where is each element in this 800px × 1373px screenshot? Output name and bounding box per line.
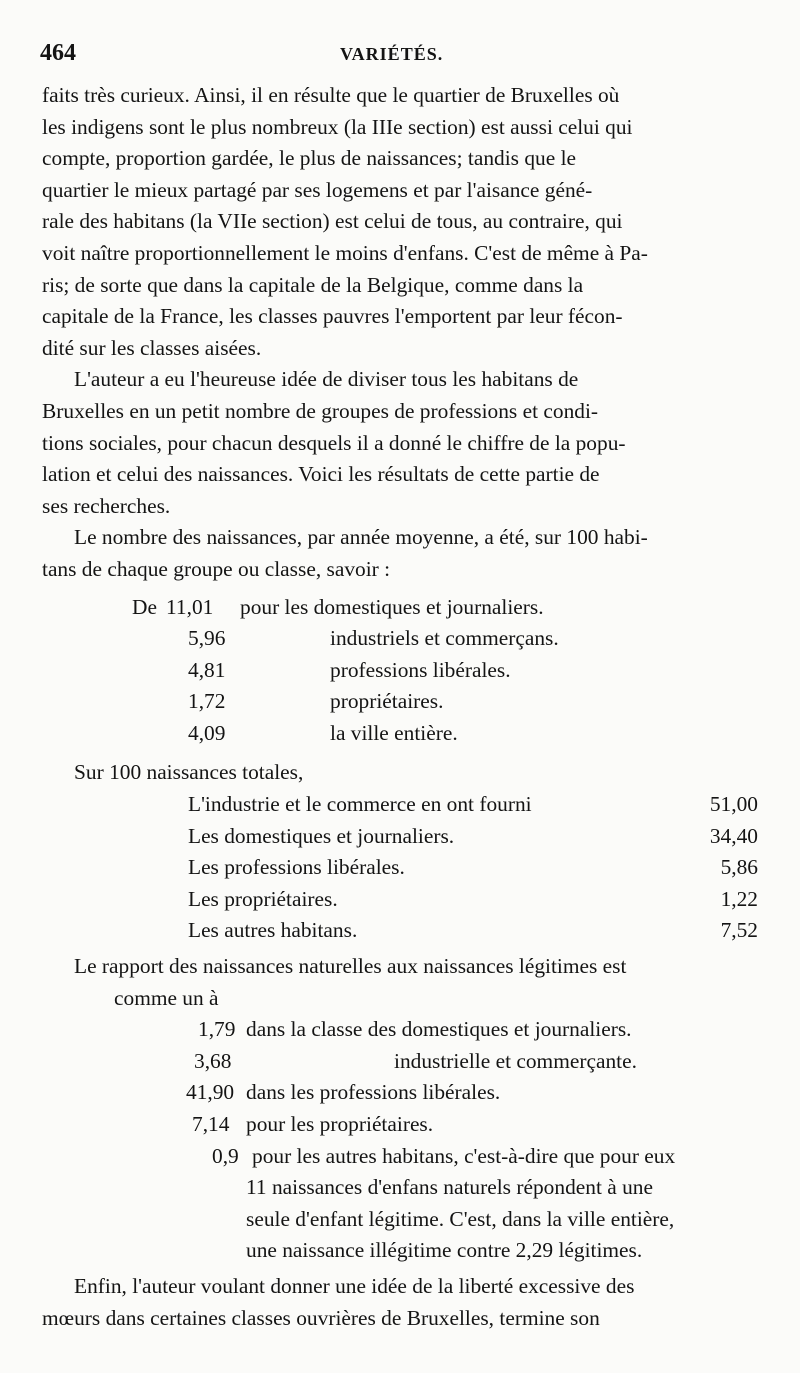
table-row bbox=[42, 718, 758, 750]
paragraph-3 bbox=[42, 522, 758, 585]
table-row bbox=[42, 1014, 758, 1046]
table-row bbox=[42, 821, 758, 853]
row-label: pour les domestiques et journaliers. bbox=[240, 594, 544, 619]
table-row bbox=[42, 1204, 758, 1236]
table-row bbox=[42, 592, 758, 624]
row-value: 0,9 bbox=[212, 1143, 239, 1168]
row-label: Les domestiques et journaliers. bbox=[188, 823, 455, 848]
birth-rate-table bbox=[42, 592, 758, 750]
row-label: L'industrie et le commerce en ont fourni bbox=[188, 792, 532, 817]
table-row bbox=[42, 655, 758, 687]
row-value: 4,09 bbox=[188, 720, 226, 745]
page-body bbox=[42, 80, 758, 1334]
table-row bbox=[42, 623, 758, 655]
row-label: propriétaires. bbox=[330, 689, 444, 714]
text-line: faits très curieux. Ainsi, il en résulte que le quartier de Bruxelles où bbox=[42, 83, 620, 107]
row-value: 1,72 bbox=[188, 689, 226, 714]
text-line: ris; de sorte que dans la capitale de la Belgique, comme dans la bbox=[42, 272, 584, 297]
row-value: 11,01 bbox=[166, 594, 214, 619]
text-line: mœurs dans certaines classes ouvrières de Bruxelles, termine son bbox=[42, 1305, 600, 1330]
row-value: 41,90 bbox=[186, 1080, 235, 1105]
intro-text: Sur 100 naissances totales, bbox=[74, 760, 304, 785]
text-line: rale des habitans (la VIIe section) est celui de tous, au contraire, qui bbox=[42, 209, 623, 234]
page-number: 464 bbox=[40, 40, 76, 66]
text-line: ses recherches. bbox=[42, 493, 171, 518]
row-continuation: 11 naissances d'enfans naturels répondent à une bbox=[246, 1175, 653, 1200]
text-line: voit naître proportionnellement le moins d'enfans. C'est de même à Pa- bbox=[42, 240, 648, 265]
row-label: dans la classe des domestiques et journaliers. bbox=[246, 1017, 632, 1042]
row-value: 7,14 bbox=[192, 1112, 230, 1136]
text-line: Le nombre des naissances, par année moyenne, a été, sur 100 habi- bbox=[74, 525, 648, 550]
paragraph-5 bbox=[42, 1271, 758, 1334]
illegitimacy-table bbox=[42, 1014, 758, 1267]
row-value: 5,96 bbox=[188, 626, 226, 651]
running-title: VARIÉTÉS. bbox=[340, 44, 444, 64]
text-line: Enfin, l'auteur voulant donner une idée de la liberté excessive des bbox=[74, 1273, 635, 1298]
table-row bbox=[42, 852, 758, 884]
text-line: Bruxelles en un petit nombre de groupes de professions et condi- bbox=[42, 398, 599, 423]
row-continuation: une naissance illégitime contre 2,29 légitimes. bbox=[246, 1238, 643, 1263]
row-label: Les autres habitans. bbox=[188, 918, 358, 943]
paragraph-4 bbox=[42, 951, 758, 1014]
page-header bbox=[0, 40, 800, 76]
table-row bbox=[42, 1109, 758, 1141]
row-value: 7,52 bbox=[720, 918, 758, 943]
text-line: L'auteur a eu l'heureuse idée de diviser tous les habitans de bbox=[74, 367, 579, 392]
row-label: industrielle et commerçante. bbox=[394, 1048, 637, 1073]
table-row bbox=[42, 915, 758, 947]
paragraph-2 bbox=[42, 364, 758, 522]
text-line: Le rapport des naissances naturelles aux naissances légitimes est bbox=[74, 954, 627, 979]
row-value: 5,86 bbox=[720, 855, 758, 880]
text-line: quartier le mieux partagé par ses logemens et par l'aisance géné- bbox=[42, 177, 593, 202]
row-label: Les professions libérales. bbox=[188, 855, 405, 880]
row-label: pour les propriétaires. bbox=[246, 1112, 434, 1136]
row-label: pour les autres habitans, c'est-à-dire que pour eux bbox=[252, 1143, 676, 1168]
row-prefix: De bbox=[132, 594, 157, 619]
table-row bbox=[42, 1235, 758, 1267]
table2-intro bbox=[42, 757, 758, 789]
text-line: dité sur les classes aisées. bbox=[42, 335, 262, 360]
text-line: les indigens sont le plus nombreux (la IIIe section) est aussi celui qui bbox=[42, 114, 633, 139]
text-line: capitale de la France, les classes pauvres l'emportent par leur fécon- bbox=[42, 304, 623, 329]
row-label: industriels et commerçans. bbox=[330, 626, 559, 651]
paragraph-1 bbox=[42, 80, 758, 364]
table-row bbox=[42, 789, 758, 821]
row-value: 1,22 bbox=[720, 886, 758, 911]
text-line: lation et celui des naissances. Voici les résultats de cette partie de bbox=[42, 462, 600, 487]
table-row bbox=[42, 1077, 758, 1109]
row-label: Les propriétaires. bbox=[188, 886, 338, 911]
row-value: 34,40 bbox=[709, 823, 758, 848]
row-value: 4,81 bbox=[188, 657, 226, 682]
text-line: compte, proportion gardée, le plus de naissances; tandis que le bbox=[42, 146, 577, 171]
row-value: 1,79 bbox=[198, 1017, 236, 1042]
birth-share-table bbox=[42, 789, 758, 947]
row-label: la ville entière. bbox=[330, 720, 458, 745]
text-line: tans de chaque groupe ou classe, savoir : bbox=[42, 556, 391, 581]
text-line: comme un à bbox=[114, 985, 219, 1010]
table-row bbox=[42, 1172, 758, 1204]
table-row bbox=[42, 686, 758, 718]
table-row bbox=[42, 884, 758, 916]
row-label: professions libérales. bbox=[330, 657, 511, 682]
row-continuation: seule d'enfant légitime. C'est, dans la ville entière, bbox=[246, 1206, 675, 1231]
table-row bbox=[42, 1141, 758, 1173]
row-value: 3,68 bbox=[194, 1048, 232, 1073]
text-line: tions sociales, pour chacun desquels il a donné le chiffre de la popu- bbox=[42, 430, 626, 455]
row-label: dans les professions libérales. bbox=[246, 1080, 501, 1105]
row-value: 51,00 bbox=[709, 792, 758, 817]
table-row bbox=[42, 1046, 758, 1078]
